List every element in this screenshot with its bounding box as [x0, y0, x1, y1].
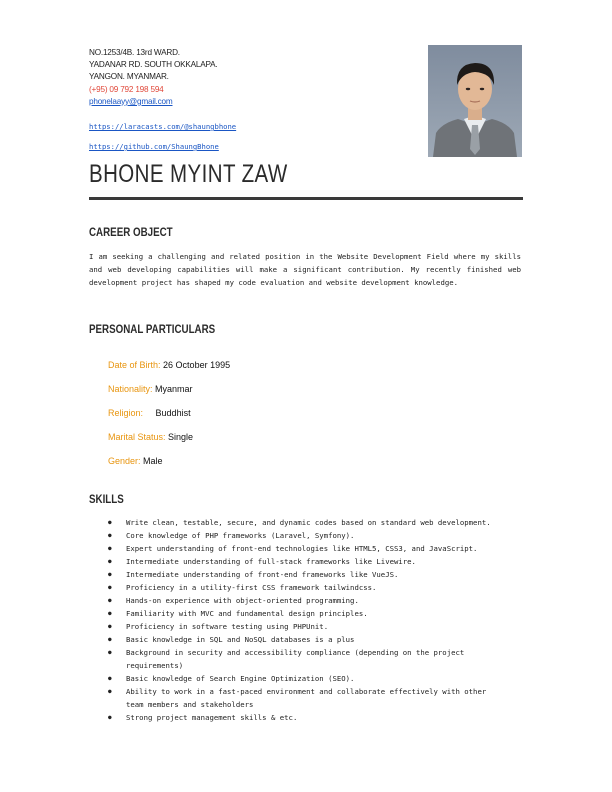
dob-label: Date of Birth:	[108, 360, 161, 370]
skill-item: ● Background in security and accessibility compliance (depending on the project requirements)	[108, 646, 508, 672]
career-text: I am seeking a challenging and related position in the Website Development Field where my skills and web developing capabilities will make a significant contribution. My recently finished web development project has shaped my code evaluation and website development knowledge.	[89, 252, 521, 287]
marital-value: Single	[168, 432, 194, 442]
gender-row	[108, 456, 230, 480]
skills-list	[108, 516, 508, 724]
address-line-2: YADANAR RD. SOUTH OKKALAPA.	[89, 60, 218, 70]
personal-heading: PERSONAL PARTICULARS	[89, 324, 216, 336]
laracasts-link[interactable]: https://laracasts.com/@shaungbhone	[89, 122, 237, 131]
marital-label: Marital Status:	[108, 432, 166, 442]
marital-row	[108, 432, 230, 456]
career-heading: CAREER OBJECT	[89, 227, 173, 239]
address-line-1: NO.1253/4B. 13rd WARD.	[89, 48, 180, 57]
skill-item: ● Proficiency in a utility-first CSS framework tailwindcss.	[108, 581, 508, 594]
contact-block	[89, 47, 218, 108]
nationality-value: Myanmar	[155, 384, 193, 394]
nationality-row	[108, 384, 230, 408]
skill-item: ● Core knowledge of PHP frameworks (Laravel, Symfony).	[108, 529, 508, 542]
profile-links	[89, 117, 236, 157]
dob-value: 26 October 1995	[163, 360, 231, 370]
gender-label: Gender:	[108, 456, 141, 466]
skill-item: ● Intermediate understanding of full-stack frameworks like Livewire.	[108, 555, 508, 568]
religion-row	[108, 408, 230, 432]
email-link[interactable]: phonelaayy@gmail.com	[89, 96, 173, 106]
skill-item: ● Hands-on experience with object-oriented programming.	[108, 594, 508, 607]
religion-label: Religion:	[108, 408, 144, 418]
personal-list	[108, 360, 230, 480]
skill-item: ● Strong project management skills & etc.	[108, 711, 508, 724]
nationality-label: Nationality:	[108, 384, 153, 394]
skills-heading: SKILLS	[89, 494, 124, 506]
skill-item: ● Expert understanding of front-end technologies like HTML5, CSS3, and JavaScript.	[108, 542, 508, 555]
address-line-3: YANGON. MYANMAR.	[89, 72, 169, 82]
skill-item: ● Intermediate understanding of front-end frameworks like VueJS.	[108, 568, 508, 581]
candidate-name: BHONE MYINT ZAW	[89, 160, 288, 188]
skill-item: ● Ability to work in a fast-paced environment and collaborate effectively with other team members and stakeholders	[108, 685, 508, 711]
religion-value: Buddhist	[155, 408, 191, 418]
skill-item: ● Basic knowledge of Search Engine Optimization (SEO).	[108, 672, 508, 685]
phone-number: (+95) 09 792 198 594	[89, 84, 164, 94]
skill-item: ● Familiarity with MVC and fundamental design principles.	[108, 607, 508, 620]
profile-photo	[428, 45, 522, 157]
name-divider	[89, 197, 523, 200]
skill-item: ● Write clean, testable, secure, and dynamic codes based on standard web development.	[108, 516, 508, 529]
gender-value: Male	[143, 456, 163, 466]
github-link[interactable]: https://github.com/ShaungBhone	[89, 142, 219, 151]
skill-item: ● Basic knowledge in SQL and NoSQL databases is a plus	[108, 633, 508, 646]
skill-item: ● Proficiency in software testing using PHPUnit.	[108, 620, 508, 633]
dob-row	[108, 360, 230, 384]
